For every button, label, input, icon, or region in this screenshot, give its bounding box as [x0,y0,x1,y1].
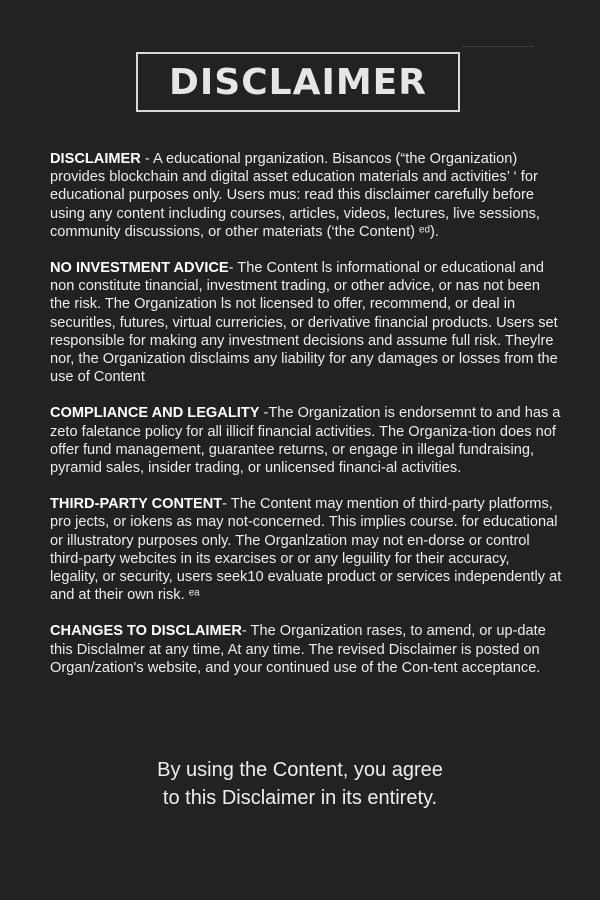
decorative-line [462,46,534,47]
section-text: -The Organization is endorsemnt to and has a zeto faletance policy for all illicif financial activities. The Organiza-tion does nof offer fund management, guarantee returns, or engage in illegal fundraising, pyramid sales, insider trading, or unlicensed financi-al activities. [50,405,561,477]
section-no-investment-advice [50,259,562,386]
section-text: - The Organization rases, to amend, or up-date this Disclalmer at any time, At any time. The revised Disclaimer is posted on Organ/zation's website, and your continued use of the Con-tent acceptance. [50,623,546,676]
section-text: - A educational prganization. Bisancos (“the Organization) provides blockchain and digital asset education materials and activities’ ‘ for educational purposes only. Users mus: read this disclaimer carefully before using any content including courses, articles, videos, lectures, live sessions, community discussions, or other materiats (‘the Content) ᵉᵈ). [50,151,540,240]
closing-line-1: By using the Content, you agree [157,759,443,781]
disclaimer-body [50,150,562,695]
section-heading: DISCLAIMER [50,151,141,167]
title-box [136,52,460,112]
section-third-party-content [50,495,562,604]
section-heading: NO INVESTMENT ADVICE [50,260,229,277]
section-compliance-and-legality [50,404,562,477]
page-title: DISCLAIMER [169,61,427,103]
section-heading: COMPLIANCE AND LEGALITY [50,405,260,422]
section-text: - The Content ls informational or educational and non constitute tinancial, investment trading, or other advice, or nas not been the risk. The Organization ls not licensed to offer, recommend, or deal in securitles, futures, virtual currericies, or derivative financial products. Users set responsible for making any investment decisions and assume full risk. Theylre nor, the Organization disclaims any liability for any damages or losses from the use of Content [50,260,558,386]
section-changes-to-disclaimer [50,622,562,677]
section-disclaimer [50,150,562,241]
section-heading: CHANGES TO DISCLAIMER [50,623,242,640]
closing-line-2: to this Disclaimer in its entirety. [162,787,438,809]
section-heading: THIRD-PARTY CONTENT [50,496,223,513]
closing-statement [0,756,600,812]
section-text: - The Content may mention of third-party platforms, pro jects, or iokens as may not-concerned. This implies course. for educational or illustratory purposes only. The Organlzation may not en-dorse or control third-party webcites in its exarcises or or any leguility for their accuracy, legality, or security, users seek10 evaluate product or services independently at and at their own risk. ᵉᵃ [50,496,562,604]
